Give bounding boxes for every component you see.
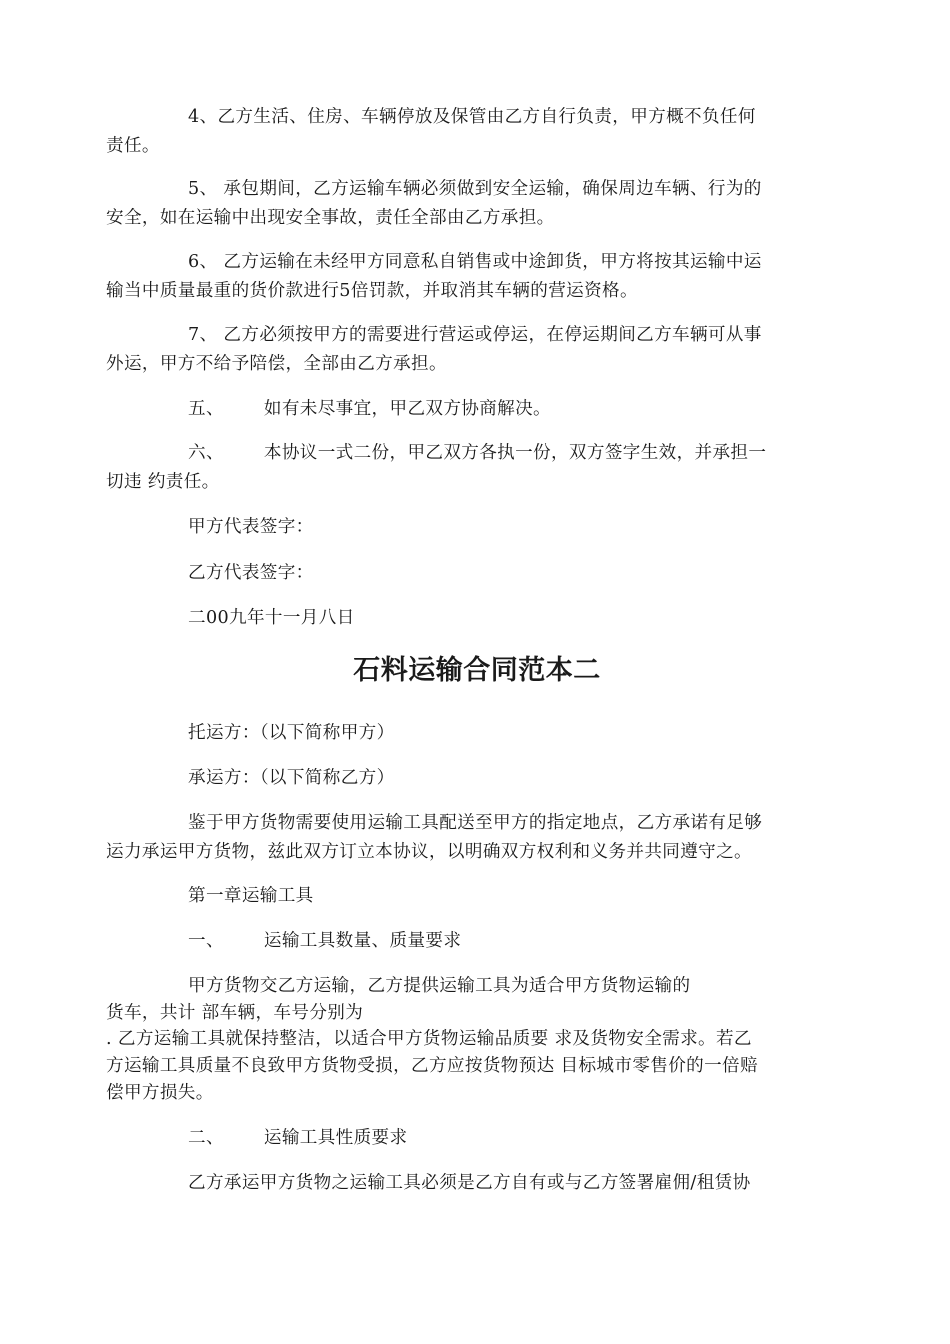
section-two-marker: 二、 (188, 1128, 224, 1148)
section-one-body-line-5: 偿甲方损失。 (106, 1083, 214, 1103)
clause-4-line-2: 责任。 (106, 136, 160, 156)
section-one-body-line-4: 方运输工具质量不良致甲方货物受损，乙方应按货物预达 目标城市零售价的一倍赔 (106, 1056, 758, 1076)
clause-five-marker: 五、 (188, 399, 224, 419)
section-two-heading (188, 1127, 407, 1149)
section-one-marker: 一、 (188, 931, 224, 951)
clause-five-text: 如有未尽事宜，甲乙双方协商解决。 (263, 399, 551, 419)
clause-five (188, 398, 551, 420)
section-two-text: 运输工具性质要求 (263, 1128, 408, 1148)
clause-6-line-1: 6、 乙方运输在未经甲方同意私自销售或中途卸货，甲方将按其运输中运 (188, 252, 762, 272)
clause-7-line-1: 7、 乙方必须按甲方的需要进行营运或停运，在停运期间乙方车辆可从事 (188, 325, 762, 345)
clause-six (188, 442, 766, 464)
document-page (106, 0, 848, 1344)
clause-5-line-1: 5、 承包期间，乙方运输车辆必须做到安全运输，确保周边车辆、行为的 (188, 179, 762, 199)
chapter-heading: 第一章运输工具 (188, 886, 314, 906)
section-one-text: 运输工具数量、质量要求 (263, 931, 462, 951)
party-b-signature: 乙方代表签字： (188, 563, 314, 583)
party-a-signature: 甲方代表签字： (188, 517, 314, 537)
clause-5-line-2: 安全，如在运输中出现安全事故，责任全部由乙方承担。 (106, 208, 555, 228)
clause-six-marker: 六、 (188, 443, 224, 463)
clause-6-line-2: 输当中质量最重的货价款进行5倍罚款，并取消其车辆的营运资格。 (106, 281, 638, 301)
section-one-heading (188, 930, 461, 952)
clause-7-line-2: 外运，甲方不给予陪偿，全部由乙方承担。 (106, 354, 447, 374)
clause-six-line-2: 切违 约责任。 (106, 472, 220, 492)
preamble-line-1: 鉴于甲方货物需要使用运输工具配送至甲方的指定地点，乙方承诺有足够 (188, 813, 763, 833)
sign-date: 二00九年十一月八日 (188, 608, 355, 628)
preamble-line-2: 运力承运甲方货物，兹此双方订立本协议，以明确双方权利和义务并共同遵守之。 (106, 842, 752, 862)
section-one-body-line-3: . 乙方运输工具就保持整洁，以适合甲方货物运输品质要 求及货物安全需求。若乙 (106, 1029, 752, 1049)
section-one-body-line-2: 货车，共计 部车辆，车号分别为 (106, 1003, 364, 1023)
clause-4-line-1: 4、乙方生活、住房、车辆停放及保管由乙方自行负责，甲方概不负任何 (188, 107, 756, 127)
carrier-line: 承运方：（以下简称乙方） (188, 768, 395, 788)
clause-six-text: 本协议一式二份，甲乙双方各执一份，双方签字生效，并承担一 (263, 443, 767, 463)
section-one-body-line-1: 甲方货物交乙方运输，乙方提供运输工具为适合甲方货物运输的 (188, 976, 691, 996)
section-two-body-line-1: 乙方承运甲方货物之运输工具必须是乙方自有或与乙方签署雇佣/租赁协 (188, 1173, 751, 1193)
document-title: 石料运输合同范本二 (353, 655, 601, 686)
consignor-line: 托运方：（以下简称甲方） (188, 723, 395, 743)
